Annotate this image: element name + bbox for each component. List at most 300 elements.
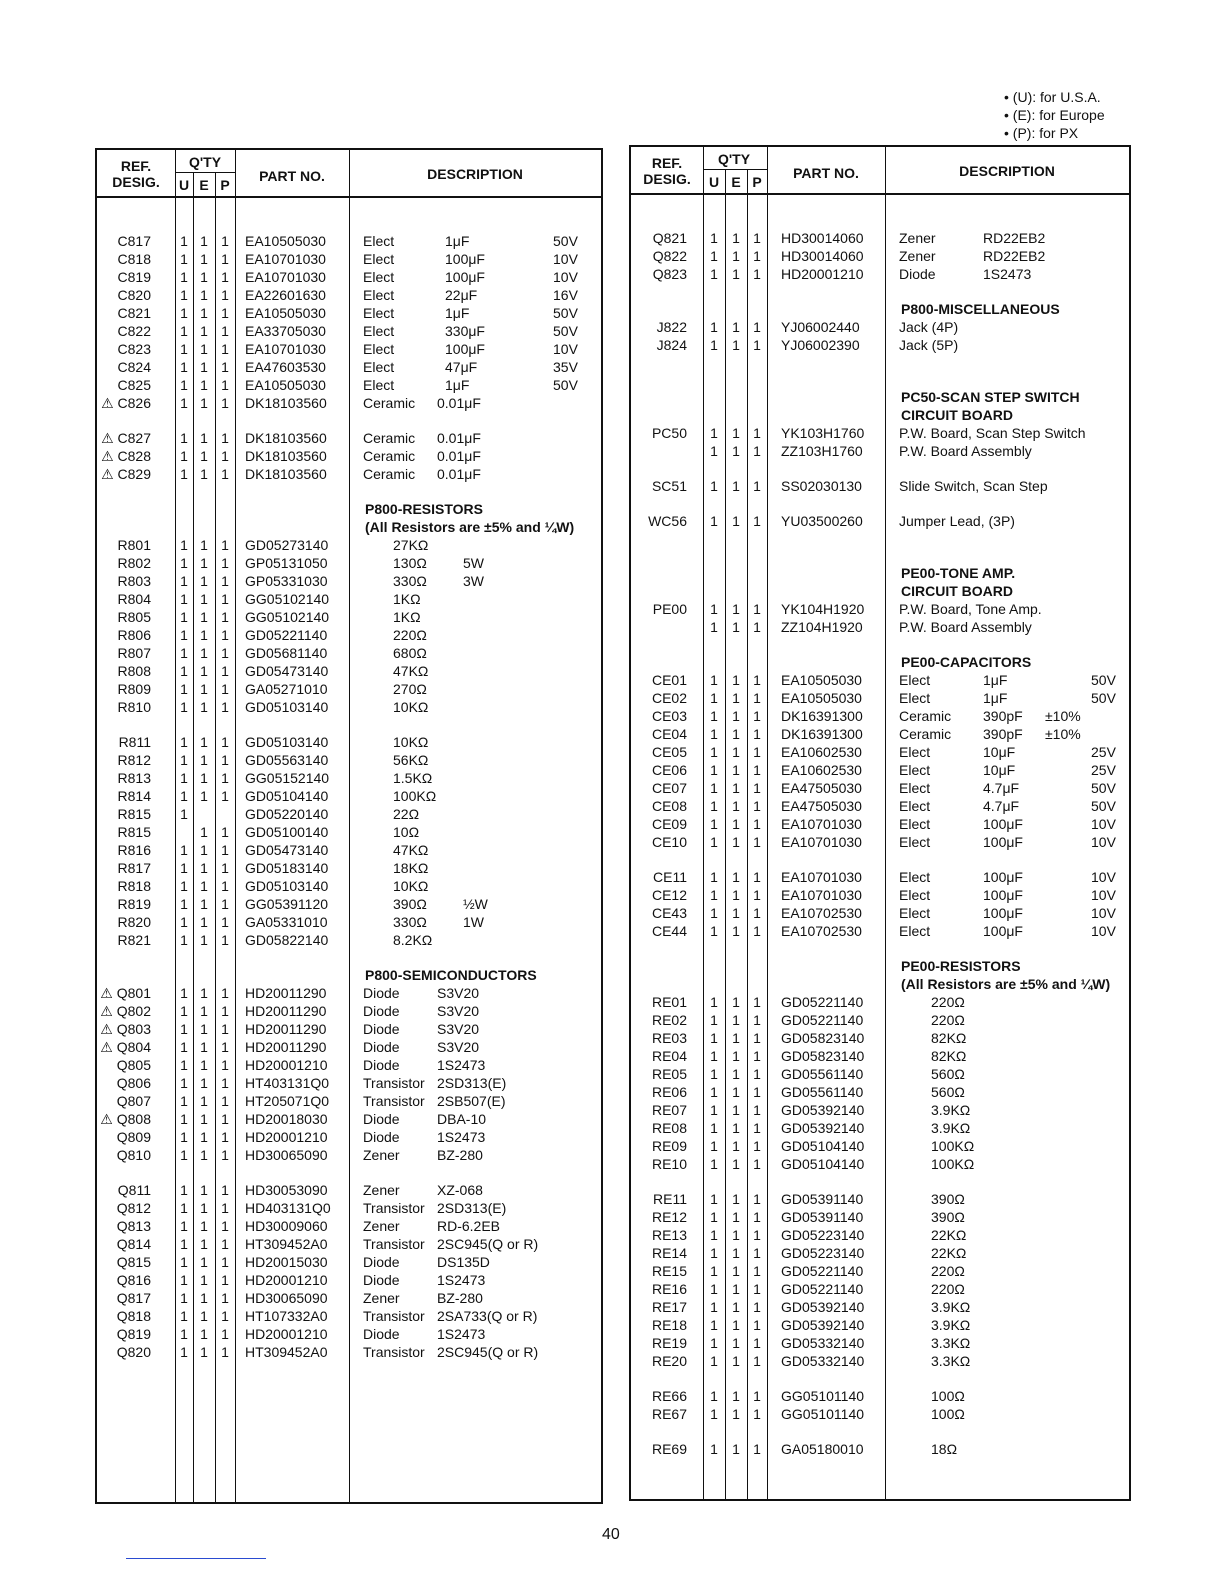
part-number: EA10701030	[781, 834, 862, 850]
description-value: 2SD313(E)	[437, 1200, 507, 1216]
description-value: BZ-280	[437, 1147, 483, 1163]
qty-p: 1	[221, 1272, 229, 1288]
qty-e: 1	[200, 395, 208, 411]
qty-u: 1	[710, 672, 718, 688]
part-number: HD30014060	[781, 248, 864, 264]
description-type: Jack (5P)	[899, 337, 959, 353]
part-number: HD20001210	[781, 266, 864, 282]
part-number: DK18103560	[245, 430, 327, 446]
section-title: P800-SEMICONDUCTORS	[365, 967, 537, 983]
qty-e: 1	[732, 816, 740, 832]
qty-u: 1	[710, 1388, 718, 1404]
section-title: (All Resistors are ±5% and ¼W)	[365, 519, 575, 535]
description-value: 220Ω	[931, 1263, 965, 1279]
description-value: 8.2KΩ	[393, 932, 433, 948]
table-row	[97, 1038, 601, 1056]
description-value: 330Ω	[393, 573, 427, 589]
ref-desig: RE11	[653, 1191, 687, 1207]
description-value: 560Ω	[931, 1084, 965, 1100]
qty-e: 1	[200, 1111, 208, 1127]
qty-e: 1	[732, 744, 740, 760]
qty-e: 1	[200, 1272, 208, 1288]
qty-e: 1	[200, 1308, 208, 1324]
ref-desig: R811	[118, 734, 151, 750]
description-value: RD-6.2EB	[437, 1218, 501, 1234]
description-value: 390pF	[983, 708, 1023, 724]
qty-p: 1	[221, 788, 229, 804]
description-value: 100Ω	[931, 1406, 965, 1422]
part-number: GD05473140	[245, 663, 329, 679]
description-type: Diode	[363, 1111, 400, 1127]
description-value: 1μF	[445, 305, 470, 321]
description-type: Elect	[363, 305, 395, 321]
part-number: HD30014060	[781, 230, 864, 246]
description-value: 1S2473	[437, 1129, 486, 1145]
qty-u: 1	[710, 1120, 718, 1136]
qty-u: 1	[710, 905, 718, 921]
table-row	[631, 424, 1129, 442]
table-row	[631, 618, 1129, 636]
table-row	[97, 877, 601, 895]
qty-e: 1	[732, 1441, 740, 1457]
ref-desig: R809	[117, 681, 151, 697]
description-value: 2SD313(E)	[437, 1075, 507, 1091]
ref-desig: RE15	[651, 1263, 687, 1279]
description-value: 3.9KΩ	[931, 1120, 971, 1136]
part-number: GD05221140	[245, 627, 328, 643]
ref-desig: WC56	[648, 513, 687, 529]
qty-e: 1	[200, 537, 208, 553]
part-number: YJ06002440	[781, 319, 860, 335]
description-type: Ceramic	[899, 726, 952, 742]
description-type: Elect	[363, 341, 395, 357]
part-number: GD05221140	[781, 1281, 864, 1297]
qty-e: 1	[200, 430, 208, 446]
table-row	[97, 931, 601, 949]
qty-p: 1	[221, 305, 229, 321]
table-row	[97, 250, 601, 268]
ref-desig: RE66	[651, 1388, 687, 1404]
qty-p: 1	[753, 337, 761, 353]
ref-desig: CE02	[651, 690, 687, 706]
part-number: EA10701030	[781, 869, 862, 885]
table-row	[631, 743, 1129, 761]
qty-u: 1	[710, 619, 718, 635]
part-number: HD20001210	[245, 1326, 328, 1342]
qty-p: 1	[753, 230, 761, 246]
description-type: Elect	[899, 762, 931, 778]
ref-desig: RE19	[651, 1335, 687, 1351]
ref-desig: R801	[117, 537, 151, 553]
part-number: HT205071Q0	[245, 1093, 330, 1109]
part-number: EA47505030	[781, 780, 862, 796]
ref-desig: RE09	[651, 1138, 687, 1154]
ref-desig: PC50	[651, 425, 687, 441]
part-number: GD05100140	[245, 824, 329, 840]
ref-desig: Q809	[116, 1129, 151, 1145]
qty-e: 1	[732, 1263, 740, 1279]
description-rating: 3W	[463, 573, 484, 589]
description-value: 100μF	[445, 251, 485, 267]
qty-u: 1	[180, 1218, 188, 1234]
ref-desig: CE12	[651, 887, 687, 903]
description-value: 18KΩ	[393, 860, 429, 876]
description-value: 82KΩ	[931, 1048, 967, 1064]
description-type: Ceramic	[363, 395, 416, 411]
description-value: 0.01μF	[437, 448, 481, 464]
description-type: Transistor	[363, 1236, 425, 1252]
qty-u: 1	[180, 1093, 188, 1109]
ref-desig: Q806	[116, 1075, 151, 1091]
qty-e: 1	[200, 770, 208, 786]
table-row	[97, 554, 601, 572]
ref-desig: ⚠ C828	[101, 448, 151, 464]
qty-e: 1	[200, 377, 208, 393]
part-number: HD20011290	[245, 985, 327, 1001]
description-type: Elect	[363, 287, 395, 303]
description-value: 390Ω	[931, 1209, 965, 1225]
qty-p: 1	[753, 762, 761, 778]
description-value: 100Ω	[931, 1388, 965, 1404]
qty-p: 1	[753, 425, 761, 441]
description-type: Elect	[363, 269, 395, 285]
qty-u: 1	[710, 1138, 718, 1154]
ref-desig: CE08	[651, 798, 687, 814]
header-p: P	[220, 177, 230, 193]
part-number: GP05131050	[245, 555, 328, 571]
qty-e: 1	[732, 1388, 740, 1404]
part-number: GD05332140	[781, 1353, 865, 1369]
qty-p: 1	[221, 896, 229, 912]
description-value: 27KΩ	[393, 537, 429, 553]
description-value: 22KΩ	[931, 1227, 967, 1243]
table-row	[97, 1343, 601, 1361]
table-row	[97, 1235, 601, 1253]
qty-p: 1	[221, 609, 229, 625]
ref-desig: ⚠ C829	[101, 466, 151, 482]
table-row	[97, 1217, 601, 1235]
table-header	[631, 147, 1129, 195]
description-value: 1S2473	[437, 1272, 486, 1288]
qty-u: 1	[180, 1147, 188, 1163]
part-number: HD20001210	[245, 1272, 328, 1288]
qty-u: 1	[180, 609, 188, 625]
ref-desig: Q820	[116, 1344, 151, 1360]
table-row	[97, 626, 601, 644]
qty-p: 1	[753, 248, 761, 264]
description-type: Elect	[899, 690, 931, 706]
table-row	[631, 477, 1129, 495]
section-heading	[97, 518, 601, 536]
qty-p: 1	[221, 1021, 229, 1037]
qty-u: 1	[180, 305, 188, 321]
description-rating: 10V	[553, 341, 578, 357]
qty-u: 1	[710, 1191, 718, 1207]
qty-p: 1	[753, 726, 761, 742]
ref-desig: RE14	[651, 1245, 687, 1261]
table-row	[97, 304, 601, 322]
description-type: Elect	[899, 780, 931, 796]
qty-u: 1	[710, 425, 718, 441]
qty-e: 1	[732, 1209, 740, 1225]
qty-u: 1	[180, 1021, 188, 1037]
qty-e: 1	[200, 914, 208, 930]
table-row	[631, 689, 1129, 707]
description-value: 22Ω	[393, 806, 420, 822]
table-row	[97, 429, 601, 447]
qty-u: 1	[710, 248, 718, 264]
qty-e: 1	[732, 1335, 740, 1351]
ref-desig: RE05	[651, 1066, 687, 1082]
table-row	[97, 698, 601, 716]
description-type: Elect	[899, 923, 931, 939]
qty-u: 1	[180, 1236, 188, 1252]
section-title: PE00-CAPACITORS	[901, 654, 1032, 670]
qty-e: 1	[732, 425, 740, 441]
qty-p: 1	[221, 1308, 229, 1324]
description-value: 1KΩ	[393, 609, 421, 625]
qty-u: 1	[710, 869, 718, 885]
qty-p: 1	[221, 842, 229, 858]
qty-u: 1	[710, 337, 718, 353]
description-type: Jumper Lead, (3P)	[899, 513, 1015, 529]
qty-u: 1	[710, 994, 718, 1010]
part-number: GD05220140	[245, 806, 329, 822]
qty-e: 1	[732, 1353, 740, 1369]
table-row	[631, 1298, 1129, 1316]
qty-u: 1	[710, 443, 718, 459]
qty-e: 1	[732, 798, 740, 814]
qty-p: 1	[221, 1254, 229, 1270]
header-e: E	[199, 177, 209, 193]
description-value: 100KΩ	[931, 1156, 975, 1172]
qty-p: 1	[221, 1075, 229, 1091]
qty-u: 1	[180, 932, 188, 948]
qty-p: 1	[753, 834, 761, 850]
ref-desig: J824	[656, 337, 687, 353]
qty-p: 1	[753, 1048, 761, 1064]
qty-p: 1	[753, 1263, 761, 1279]
description-value: 47μF	[445, 359, 478, 375]
part-number: GD05223140	[781, 1227, 865, 1243]
table-row	[631, 922, 1129, 940]
ref-desig: RE67	[651, 1406, 687, 1422]
ref-desig: RE20	[651, 1353, 687, 1369]
table-row	[97, 322, 601, 340]
table-row	[631, 512, 1129, 530]
part-number: YU03500260	[781, 513, 863, 529]
ref-desig: R805	[117, 609, 151, 625]
qty-p: 1	[221, 448, 229, 464]
description-value: 22KΩ	[931, 1245, 967, 1261]
description-value: 3.3KΩ	[931, 1335, 971, 1351]
ref-desig: R810	[117, 699, 151, 715]
ref-desig: C817	[117, 233, 151, 249]
qty-p: 1	[753, 1335, 761, 1351]
qty-e: 1	[732, 248, 740, 264]
qty-u: 1	[180, 287, 188, 303]
qty-u: 1	[710, 1263, 718, 1279]
table-row	[631, 1352, 1129, 1370]
description-value: 3.9KΩ	[931, 1299, 971, 1315]
ref-desig: CE07	[651, 780, 687, 796]
qty-e: 1	[732, 1012, 740, 1028]
description-value: 330Ω	[393, 914, 427, 930]
description-rating: ±10%	[1045, 726, 1081, 742]
ref-desig: RE08	[651, 1120, 687, 1136]
qty-p: 1	[221, 537, 229, 553]
description-rating: 1W	[463, 914, 484, 930]
ref-desig: CE03	[651, 708, 687, 724]
part-number: HD30065090	[245, 1147, 328, 1163]
ref-desig: R806	[117, 627, 151, 643]
qty-e: 1	[200, 305, 208, 321]
part-number: DK16391300	[781, 708, 863, 724]
qty-u: 1	[180, 1057, 188, 1073]
description-value: 1S2473	[437, 1057, 486, 1073]
ref-desig: Q818	[116, 1308, 151, 1324]
part-number: HD20011290	[245, 1039, 327, 1055]
part-number: GD05221140	[781, 1012, 864, 1028]
qty-e: 1	[732, 1227, 740, 1243]
part-number: HD20015030	[245, 1254, 328, 1270]
description-type: Elect	[899, 816, 931, 832]
ref-desig: ⚠ Q802	[100, 1003, 151, 1019]
part-number: GA05180010	[781, 1441, 864, 1457]
legend-europe: • (E): for Europe	[1004, 106, 1105, 124]
section-heading	[631, 564, 1129, 582]
part-number: ZZ104H1920	[781, 619, 863, 635]
table-row	[631, 1387, 1129, 1405]
qty-p: 1	[753, 1066, 761, 1082]
qty-p: 1	[221, 1111, 229, 1127]
description-type: Diode	[363, 1057, 400, 1073]
qty-u: 1	[180, 1111, 188, 1127]
description-value: 220Ω	[931, 1012, 965, 1028]
ref-desig: R813	[117, 770, 151, 786]
part-number: GD05391140	[781, 1209, 864, 1225]
part-number: ZZ103H1760	[781, 443, 863, 459]
qty-p: 1	[221, 1236, 229, 1252]
qty-e: 1	[200, 896, 208, 912]
table-row	[97, 340, 601, 358]
ref-desig: CE06	[651, 762, 687, 778]
table-row	[631, 1226, 1129, 1244]
description-value: 2SC945(Q or R)	[437, 1344, 539, 1360]
qty-e: 1	[200, 627, 208, 643]
qty-p: 1	[753, 1156, 761, 1172]
ref-desig: PE00	[652, 601, 687, 617]
qty-p: 1	[221, 645, 229, 661]
table-row	[631, 1316, 1129, 1334]
table-row	[97, 805, 601, 823]
part-number: GD05392140	[781, 1102, 865, 1118]
description-rating: 50V	[553, 323, 578, 339]
description-value: 1μF	[983, 690, 1008, 706]
qty-p: 1	[221, 1039, 229, 1055]
qty-p: 1	[221, 985, 229, 1001]
description-type: Ceramic	[899, 708, 952, 724]
description-value: 1μF	[445, 233, 470, 249]
qty-u: 1	[180, 591, 188, 607]
description-rating: 10V	[553, 251, 578, 267]
table-row	[631, 336, 1129, 354]
qty-p: 1	[221, 1290, 229, 1306]
section-title: PC50-SCAN STEP SWITCH	[901, 389, 1080, 405]
qty-e: 1	[200, 555, 208, 571]
qty-e: 1	[732, 1102, 740, 1118]
ref-desig: Q812	[116, 1200, 151, 1216]
description-value: DS135D	[437, 1254, 490, 1270]
table-row	[97, 1128, 601, 1146]
description-type: Elect	[363, 359, 395, 375]
qty-p: 1	[221, 770, 229, 786]
qty-e: 1	[200, 1218, 208, 1234]
description-rating: 35V	[553, 359, 578, 375]
table-row	[97, 769, 601, 787]
description-type: Diode	[363, 1272, 400, 1288]
qty-p: 1	[753, 1138, 761, 1154]
qty-p: 1	[221, 914, 229, 930]
qty-u: 1	[180, 1290, 188, 1306]
part-number: EA10701030	[245, 251, 326, 267]
ref-desig: R815	[117, 824, 151, 840]
qty-u: 1	[710, 887, 718, 903]
qty-p: 1	[221, 699, 229, 715]
section-title: CIRCUIT BOARD	[901, 583, 1013, 599]
description-value: 0.01μF	[437, 430, 481, 446]
qty-p: 1	[221, 1057, 229, 1073]
qty-u: 1	[180, 806, 188, 822]
ref-desig: Q823	[652, 266, 687, 282]
description-type: Elect	[363, 377, 395, 393]
table-row	[631, 1047, 1129, 1065]
qty-e: 1	[732, 1317, 740, 1333]
table-row	[97, 465, 601, 483]
ref-desig: Q813	[116, 1218, 151, 1234]
qty-e: 1	[732, 1156, 740, 1172]
header-part-no: PART NO.	[259, 168, 325, 184]
qty-e: 1	[732, 443, 740, 459]
qty-u: 1	[180, 341, 188, 357]
part-number: YJ06002390	[781, 337, 860, 353]
description-type: Ceramic	[363, 448, 416, 464]
qty-u: 1	[180, 1182, 188, 1198]
part-number: GP05331030	[245, 573, 328, 589]
description-type: Jack (4P)	[899, 319, 959, 335]
qty-e: 1	[732, 1048, 740, 1064]
description-value: 1.5KΩ	[393, 770, 433, 786]
table-row	[97, 572, 601, 590]
qty-u: 1	[710, 1335, 718, 1351]
part-number: GA05331010	[245, 914, 328, 930]
table-row	[631, 318, 1129, 336]
qty-e: 1	[200, 1093, 208, 1109]
description-value: 1KΩ	[393, 591, 421, 607]
table-row	[97, 1092, 601, 1110]
qty-e: 1	[200, 573, 208, 589]
description-value: 680Ω	[393, 645, 427, 661]
part-number: HT309452A0	[245, 1236, 328, 1252]
qty-e: 1	[732, 1066, 740, 1082]
description-value: 390pF	[983, 726, 1023, 742]
description-value: 10μF	[983, 744, 1016, 760]
ref-desig: Q814	[116, 1236, 151, 1252]
table-row	[97, 1020, 601, 1038]
qty-u: 1	[710, 923, 718, 939]
ref-desig: ⚠ Q808	[100, 1111, 151, 1127]
qty-u: 1	[710, 1102, 718, 1118]
